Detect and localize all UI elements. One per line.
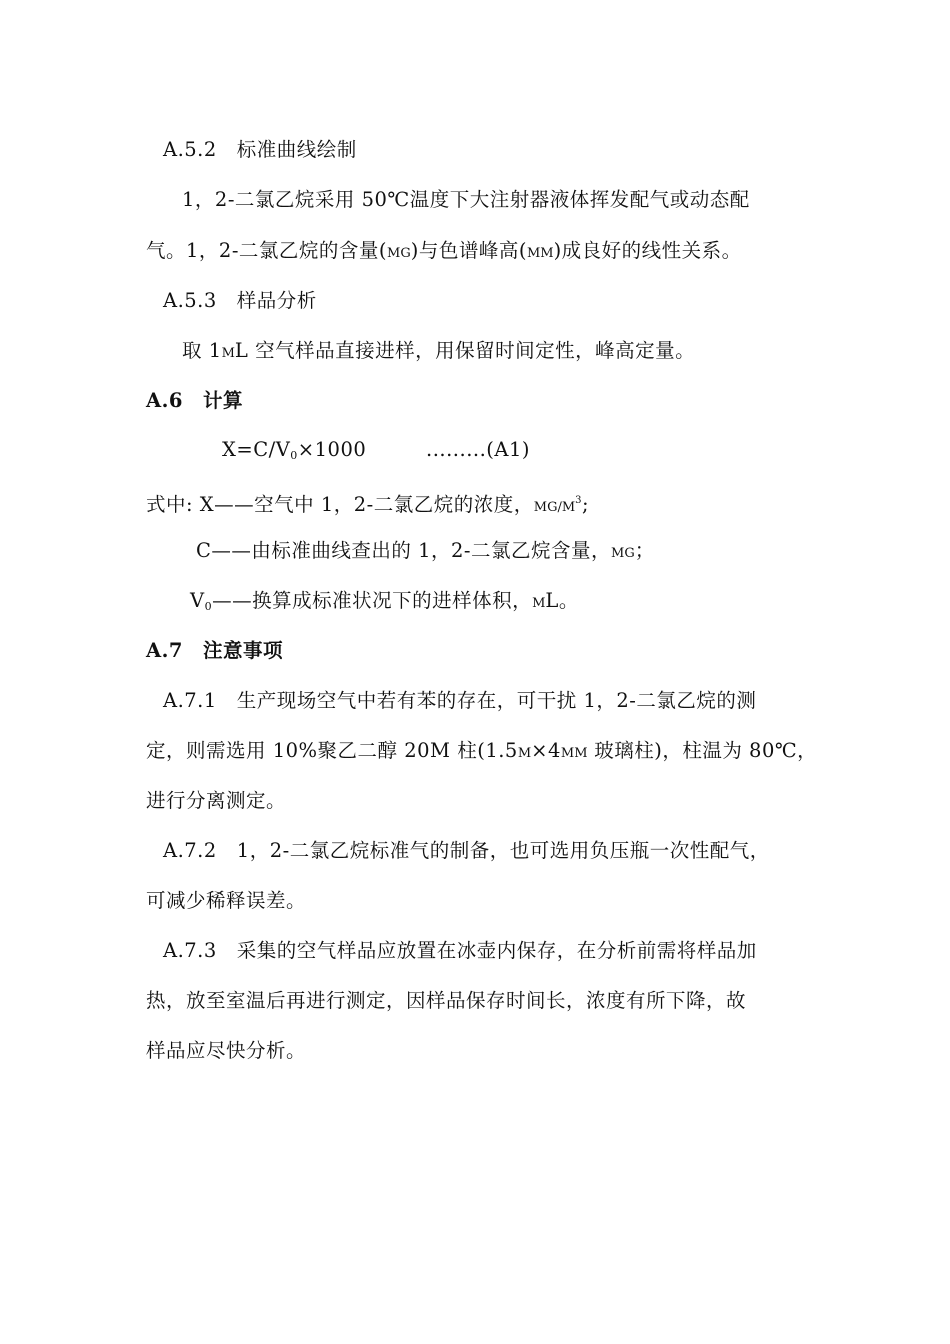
section-heading-a7: A.7 注意事项: [146, 639, 283, 662]
paragraph-a53: 取 1ML 空气样品直接进样，用保留时间定性，峰高定量。: [182, 339, 696, 362]
paragraph-a73-line1: A.7.3 采集的空气样品应放置在冰壶内保存，在分析前需将样品加: [163, 939, 757, 962]
section-heading-a53: A.5.3 样品分析: [163, 289, 317, 312]
formula-reference: .........(A1): [426, 438, 530, 461]
section-heading-a6: A.6 计算: [146, 389, 243, 412]
paragraph-a71-line2: 定，则需选用 10%聚乙二醇 20M 柱(1.5M×4MM 玻璃柱)，柱温为 80℃，: [146, 739, 818, 762]
paragraph-a73-line2: 热，放至室温后再进行测定，因样品保存时间长，浓度有所下降，故: [146, 989, 747, 1012]
paragraph-a72-line1: A.7.2 1，2-二氯乙烷标准气的制备，也可选用负压瓶一次性配气，: [163, 839, 770, 862]
paragraph-a72-line2: 可减少稀释误差。: [146, 889, 307, 912]
paragraph-a52-line2: 气。1，2-二氯乙烷的含量(MG)与色谱峰高(MM)成良好的线性关系。: [146, 239, 742, 262]
paragraph-a71-line3: 进行分离测定。: [146, 789, 287, 812]
formula-where-c: C——由标准曲线查出的 1，2-二氯乙烷含量，MG；: [196, 539, 655, 562]
paragraph-a52-line1: 1，2-二氯乙烷采用 50℃温度下大注射器液体挥发配气或动态配: [182, 188, 750, 211]
section-heading-a52: A.5.2 标准曲线绘制: [163, 138, 357, 161]
paragraph-a73-line3: 样品应尽快分析。: [146, 1039, 307, 1062]
formula-where-v0: $V_0——$换算成标准状况下的进样体积，ML。: [190, 589, 579, 613]
paragraph-a71-line1: A.7.1 生产现场空气中若有苯的存在，可干扰 1，2-二氯乙烷的测: [163, 689, 757, 712]
formula-where-x: 式中: X——空气中 1，2-二氯乙烷的浓度，$MG/M^3$;: [146, 493, 590, 516]
formula-a1: $X=C/V_0\times 1000$: [222, 438, 367, 462]
